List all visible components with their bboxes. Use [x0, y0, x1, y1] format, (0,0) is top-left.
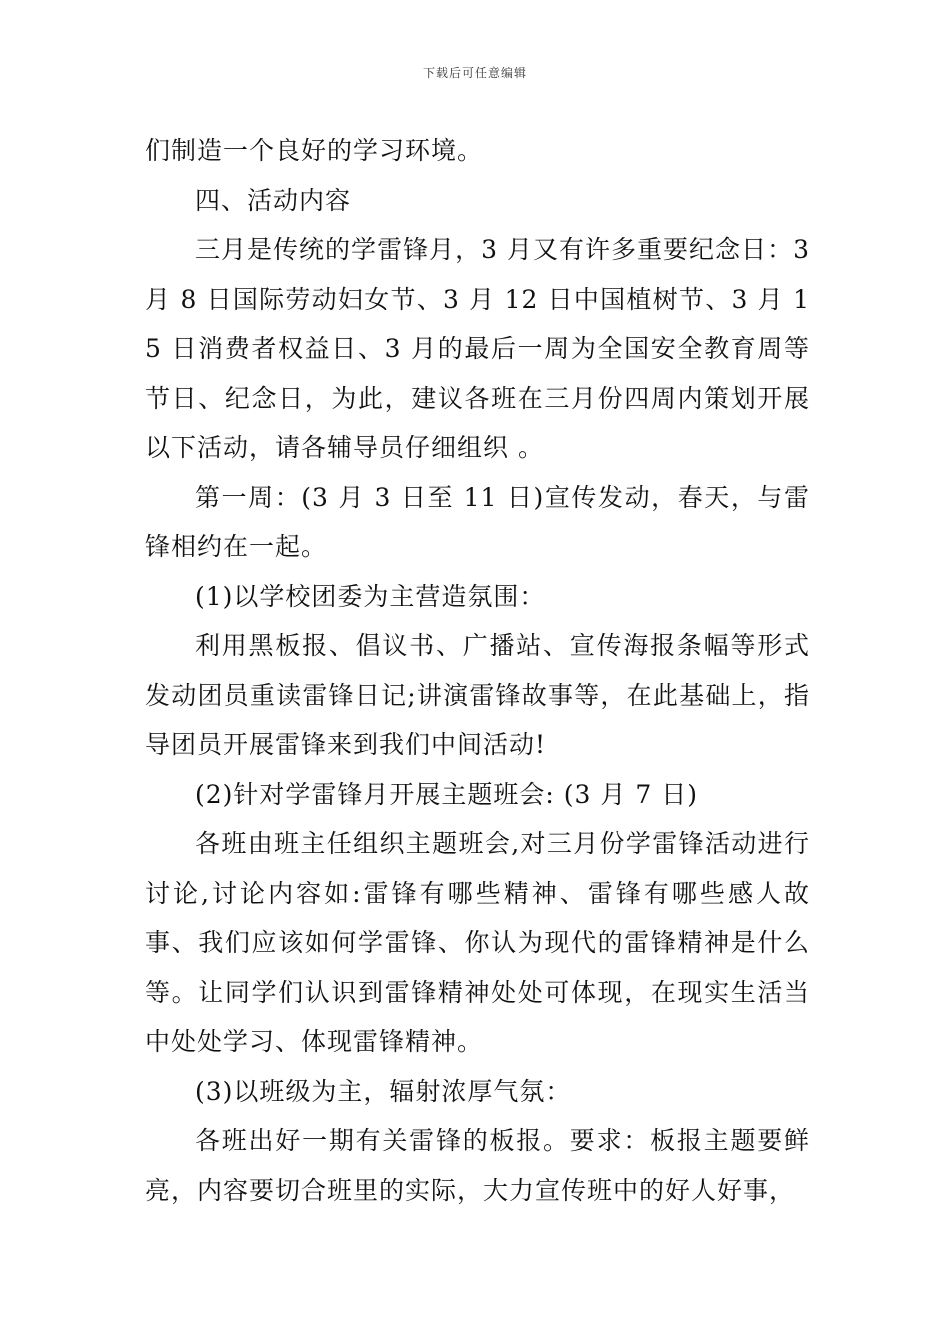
paragraph-item-1-detail: 利用黑板报、倡议书、广播站、宣传海报条幅等形式发动团员重读雷锋日记;讲演雷锋故事等，在此基础上，指导团员开展雷锋来到我们中间活动! — [145, 631, 810, 759]
paragraph-march-overview: 三月是传统的学雷锋月，3 月又有许多重要纪念日：3 月 8 日国际劳动妇女节、3 月 12 日中国植树节、3 月 15 日消费者权益日、3 月的最后一周为全国安全教育周等节日、纪念日，为此，建议各班在三月份四周内策划开展以下活动，请各辅导员仔细组织 。 — [145, 235, 810, 462]
list-item-3-heading: (3)以班级为主，辐射浓厚气氛： — [195, 1076, 572, 1106]
section-heading-activity-content: 四、活动内容 — [195, 185, 352, 215]
paragraph-item-3-detail: 各班出好一期有关雷锋的板报。要求：板报主题要鲜亮，内容要切合班里的实际，大力宣传班中的好人好事， — [145, 1126, 810, 1205]
paragraph-continuation: 们制造一个良好的学习环境。 — [145, 136, 484, 165]
paragraph-week-one: 第一周：(3 月 3 日至 11 日)宣传发动，春天，与雷锋相约在一起。 — [145, 482, 810, 561]
paragraph-item-2-detail: 各班由班主任组织主题班会,对三月份学雷锋活动进行讨论,讨论内容如:雷锋有哪些精神、雷锋有哪些感人故事、我们应该如何学雷锋、你认为现代的雷锋精神是什么等。让同学们认识到雷锋精神处处可体现，在现实生活当中处处学习、体现雷锋精神。 — [145, 829, 810, 1056]
list-item-1-heading: (1)以学校团委为主营造氛围： — [195, 581, 546, 611]
document-body — [145, 126, 810, 1215]
page-header: 下载后可任意编辑 — [422, 66, 527, 80]
list-item-2-heading: (2)针对学雷锋月开展主题班会: (3 月 7 日) — [195, 779, 698, 809]
